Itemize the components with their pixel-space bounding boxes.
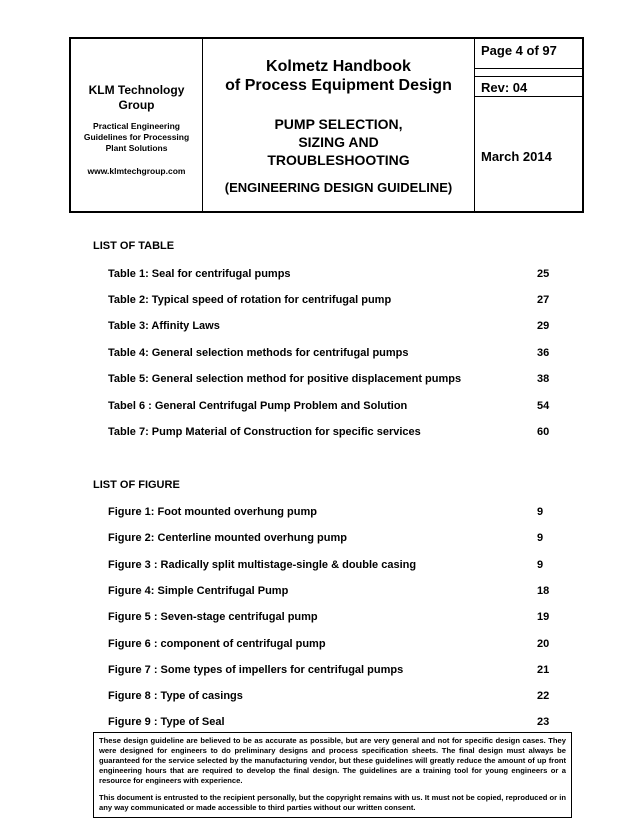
entry-page: 23 — [537, 716, 550, 728]
entry-label: Figure 8 : Type of casings — [108, 690, 243, 702]
entry-label: Figure 2: Centerline mounted overhung pump — [108, 532, 347, 544]
tagline-line: Guidelines for Processing — [83, 132, 190, 142]
entry-page: 9 — [537, 559, 544, 571]
guideline-label: (ENGINEERING DESIGN GUIDELINE) — [224, 180, 453, 195]
list-of-figure-heading: LIST OF FIGURE — [93, 479, 180, 491]
entry-page: 25 — [537, 268, 550, 280]
entry-label: Figure 3 : Radically split multistage-single & double casing — [108, 559, 417, 571]
toc-figure-entry — [108, 716, 552, 732]
company-name — [71, 83, 202, 113]
document-header — [69, 37, 584, 213]
entry-page: 21 — [537, 664, 550, 676]
entry-page: 54 — [537, 400, 550, 412]
entry-page: 60 — [537, 426, 550, 438]
toc-figure-entry — [108, 506, 552, 522]
document-title-line: TROUBLESHOOTING — [267, 152, 410, 168]
document-title — [203, 115, 474, 169]
toc-table-entry — [108, 400, 552, 416]
entry-page: 19 — [537, 611, 550, 623]
entry-page: 18 — [537, 585, 550, 597]
entry-label: Figure 5 : Seven-stage centrifugal pump — [108, 611, 318, 623]
page-number: Page 4 of 97 — [475, 39, 582, 69]
toc-table-entry — [108, 373, 552, 389]
toc-figure-entry — [108, 611, 552, 627]
handbook-title-line: Kolmetz Handbook — [266, 58, 411, 75]
toc-figure-entry — [108, 664, 552, 680]
toc-figure-entry — [108, 532, 552, 548]
entry-label: Table 2: Typical speed of rotation for centrifugal pump — [108, 294, 392, 306]
revision: Rev: 04 — [475, 76, 582, 97]
toc-figure-entry — [108, 559, 552, 575]
handbook-title-line: of Process Equipment Design — [225, 77, 452, 94]
document-title-line: SIZING AND — [298, 134, 379, 150]
handbook-title — [203, 57, 474, 95]
entry-page: 22 — [537, 690, 550, 702]
company-name-line: Group — [118, 98, 155, 112]
entry-label: Table 3: Affinity Laws — [108, 320, 220, 332]
company-tagline — [71, 121, 202, 154]
entry-label: Figure 4: Simple Centrifugal Pump — [108, 585, 289, 597]
toc-table-entry — [108, 294, 552, 310]
entry-label: Figure 9 : Type of Seal — [108, 716, 225, 728]
toc-figure-entry — [108, 585, 552, 601]
entry-label: Table 7: Pump Material of Construction for specific services — [108, 426, 421, 438]
tagline-line: Practical Engineering — [93, 121, 180, 131]
entry-page: 29 — [537, 320, 550, 332]
entry-label: Figure 6 : component of centrifugal pump — [108, 638, 326, 650]
tagline-line: Plant Solutions — [105, 143, 168, 153]
entry-label: Figure 1: Foot mounted overhung pump — [108, 506, 317, 518]
entry-label: Tabel 6 : General Centrifugal Pump Problem and Solution — [108, 400, 408, 412]
toc-table-entry — [108, 320, 552, 336]
entry-page: 36 — [537, 347, 550, 359]
entry-label: Table 4: General selection methods for centrifugal pumps — [108, 347, 409, 359]
copyright-notice: This document is entrusted to the recipient personally, but the copyright remains with us. It must not be copied, reproduced or in any way communicated or made accessible to third parties without our written consent. — [99, 793, 566, 812]
company-block — [71, 39, 203, 211]
toc-table-entry — [108, 426, 552, 442]
company-website: www.klmtechgroup.com — [87, 166, 186, 176]
toc-table-entry — [108, 268, 552, 284]
entry-page: 27 — [537, 294, 550, 306]
toc-table-entry — [108, 347, 552, 363]
disclaimer-box — [93, 732, 572, 818]
toc-figure-entry — [108, 638, 552, 654]
toc-figure-entry — [108, 690, 552, 706]
entry-page: 9 — [537, 532, 544, 544]
entry-page: 9 — [537, 506, 544, 518]
list-of-table-heading: LIST OF TABLE — [93, 240, 175, 252]
entry-label: Table 5: General selection method for positive displacement pumps — [108, 373, 462, 385]
issue-date: March 2014 — [481, 149, 552, 164]
entry-page: 38 — [537, 373, 550, 385]
meta-block — [475, 39, 582, 211]
title-block — [203, 39, 475, 211]
document-title-line: PUMP SELECTION, — [274, 116, 403, 132]
entry-label: Table 1: Seal for centrifugal pumps — [108, 268, 291, 280]
disclaimer-paragraph: These design guideline are believed to be as accurate as possible, but are very general and not for specific design cases. They were designed for engineers to do preliminary designs and process specification sheets. The final design must always be guaranteed for the service selected by the manufacturing vendor, but these guidelines will greatly reduce the amount of up front engineering hours that are required to develop the final design. The guidelines are a training tool for young engineers or a resource for engineers with experience. — [99, 736, 566, 785]
entry-label: Figure 7 : Some types of impellers for centrifugal pumps — [108, 664, 404, 676]
entry-page: 20 — [537, 638, 550, 650]
company-name-line: KLM Technology — [88, 83, 185, 97]
